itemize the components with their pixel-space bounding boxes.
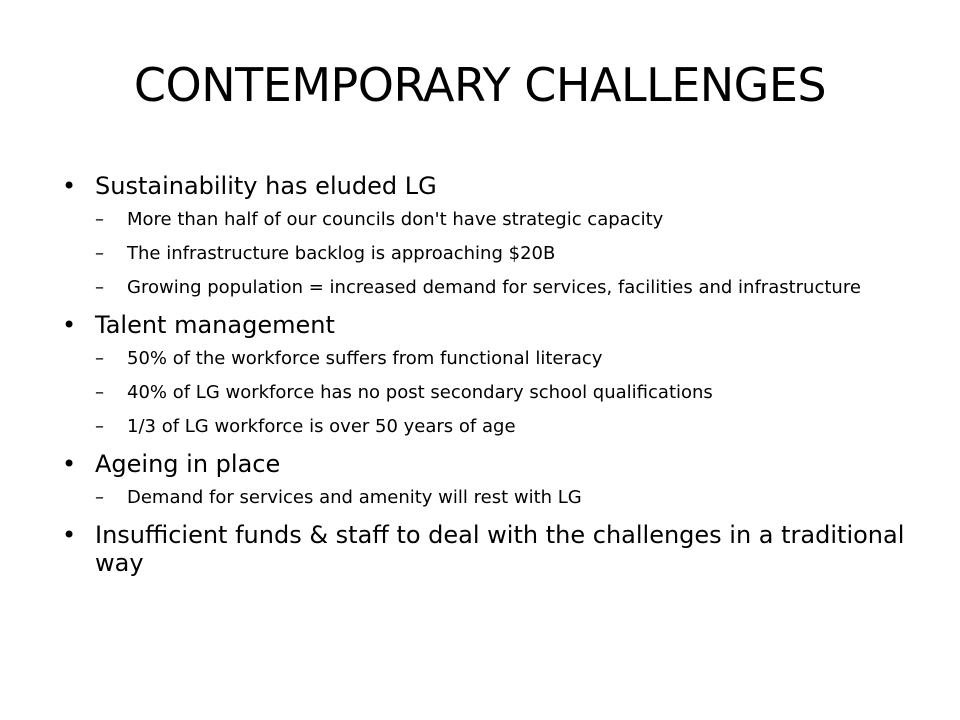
sub-bullet-item	[95, 487, 915, 509]
sub-bullet-item	[95, 348, 915, 370]
sub-bullet-text: More than half of our councils don't have strategic capacity	[127, 209, 664, 230]
sub-bullet-text: Demand for services and amenity will rest with LG	[127, 487, 582, 508]
bullet-item	[62, 311, 915, 438]
sub-bullet-item	[95, 382, 915, 404]
bullet-list	[62, 172, 915, 587]
sub-bullet-dash: –	[95, 243, 104, 264]
sub-bullet-dash: –	[95, 382, 104, 403]
bullet-dot: •	[62, 311, 77, 339]
sub-bullet-text: Growing population = increased demand for services, facilities and infrastructure	[127, 277, 861, 298]
sub-bullet-item	[95, 416, 915, 438]
sub-bullet-item	[95, 243, 915, 265]
sub-bullet-list	[95, 348, 915, 438]
sub-bullet-dash: –	[95, 277, 104, 298]
sub-bullet-text: 50% of the workforce suffers from functional literacy	[127, 348, 603, 369]
sub-bullet-text: The infrastructure backlog is approaching $20B	[127, 243, 556, 264]
sub-bullet-dash: –	[95, 416, 104, 437]
slide-title: CONTEMPORARY CHALLENGES	[133, 58, 827, 112]
bullet-text: Ageing in place	[95, 450, 281, 478]
sub-bullet-list	[95, 209, 915, 299]
bullet-item	[62, 521, 915, 577]
bullet-item	[62, 450, 915, 509]
bullet-dot: •	[62, 450, 77, 478]
sub-bullet-item	[95, 277, 915, 299]
sub-bullet-dash: –	[95, 209, 104, 230]
bullet-dot: •	[62, 521, 77, 549]
sub-bullet-dash: –	[95, 348, 104, 369]
bullet-text: Talent management	[95, 311, 335, 339]
sub-bullet-text: 40% of LG workforce has no post secondary school qualifications	[127, 382, 713, 403]
sub-bullet-dash: –	[95, 487, 104, 508]
sub-bullet-item	[95, 209, 915, 231]
bullet-text: Insufficient funds & staff to deal with the challenges in a traditional way	[95, 521, 905, 577]
bullet-dot: •	[62, 172, 77, 200]
bullet-text: Sustainability has eluded LG	[95, 172, 437, 200]
sub-bullet-list	[95, 487, 915, 509]
sub-bullet-text: 1/3 of LG workforce is over 50 years of age	[127, 416, 516, 437]
bullet-item	[62, 172, 915, 299]
